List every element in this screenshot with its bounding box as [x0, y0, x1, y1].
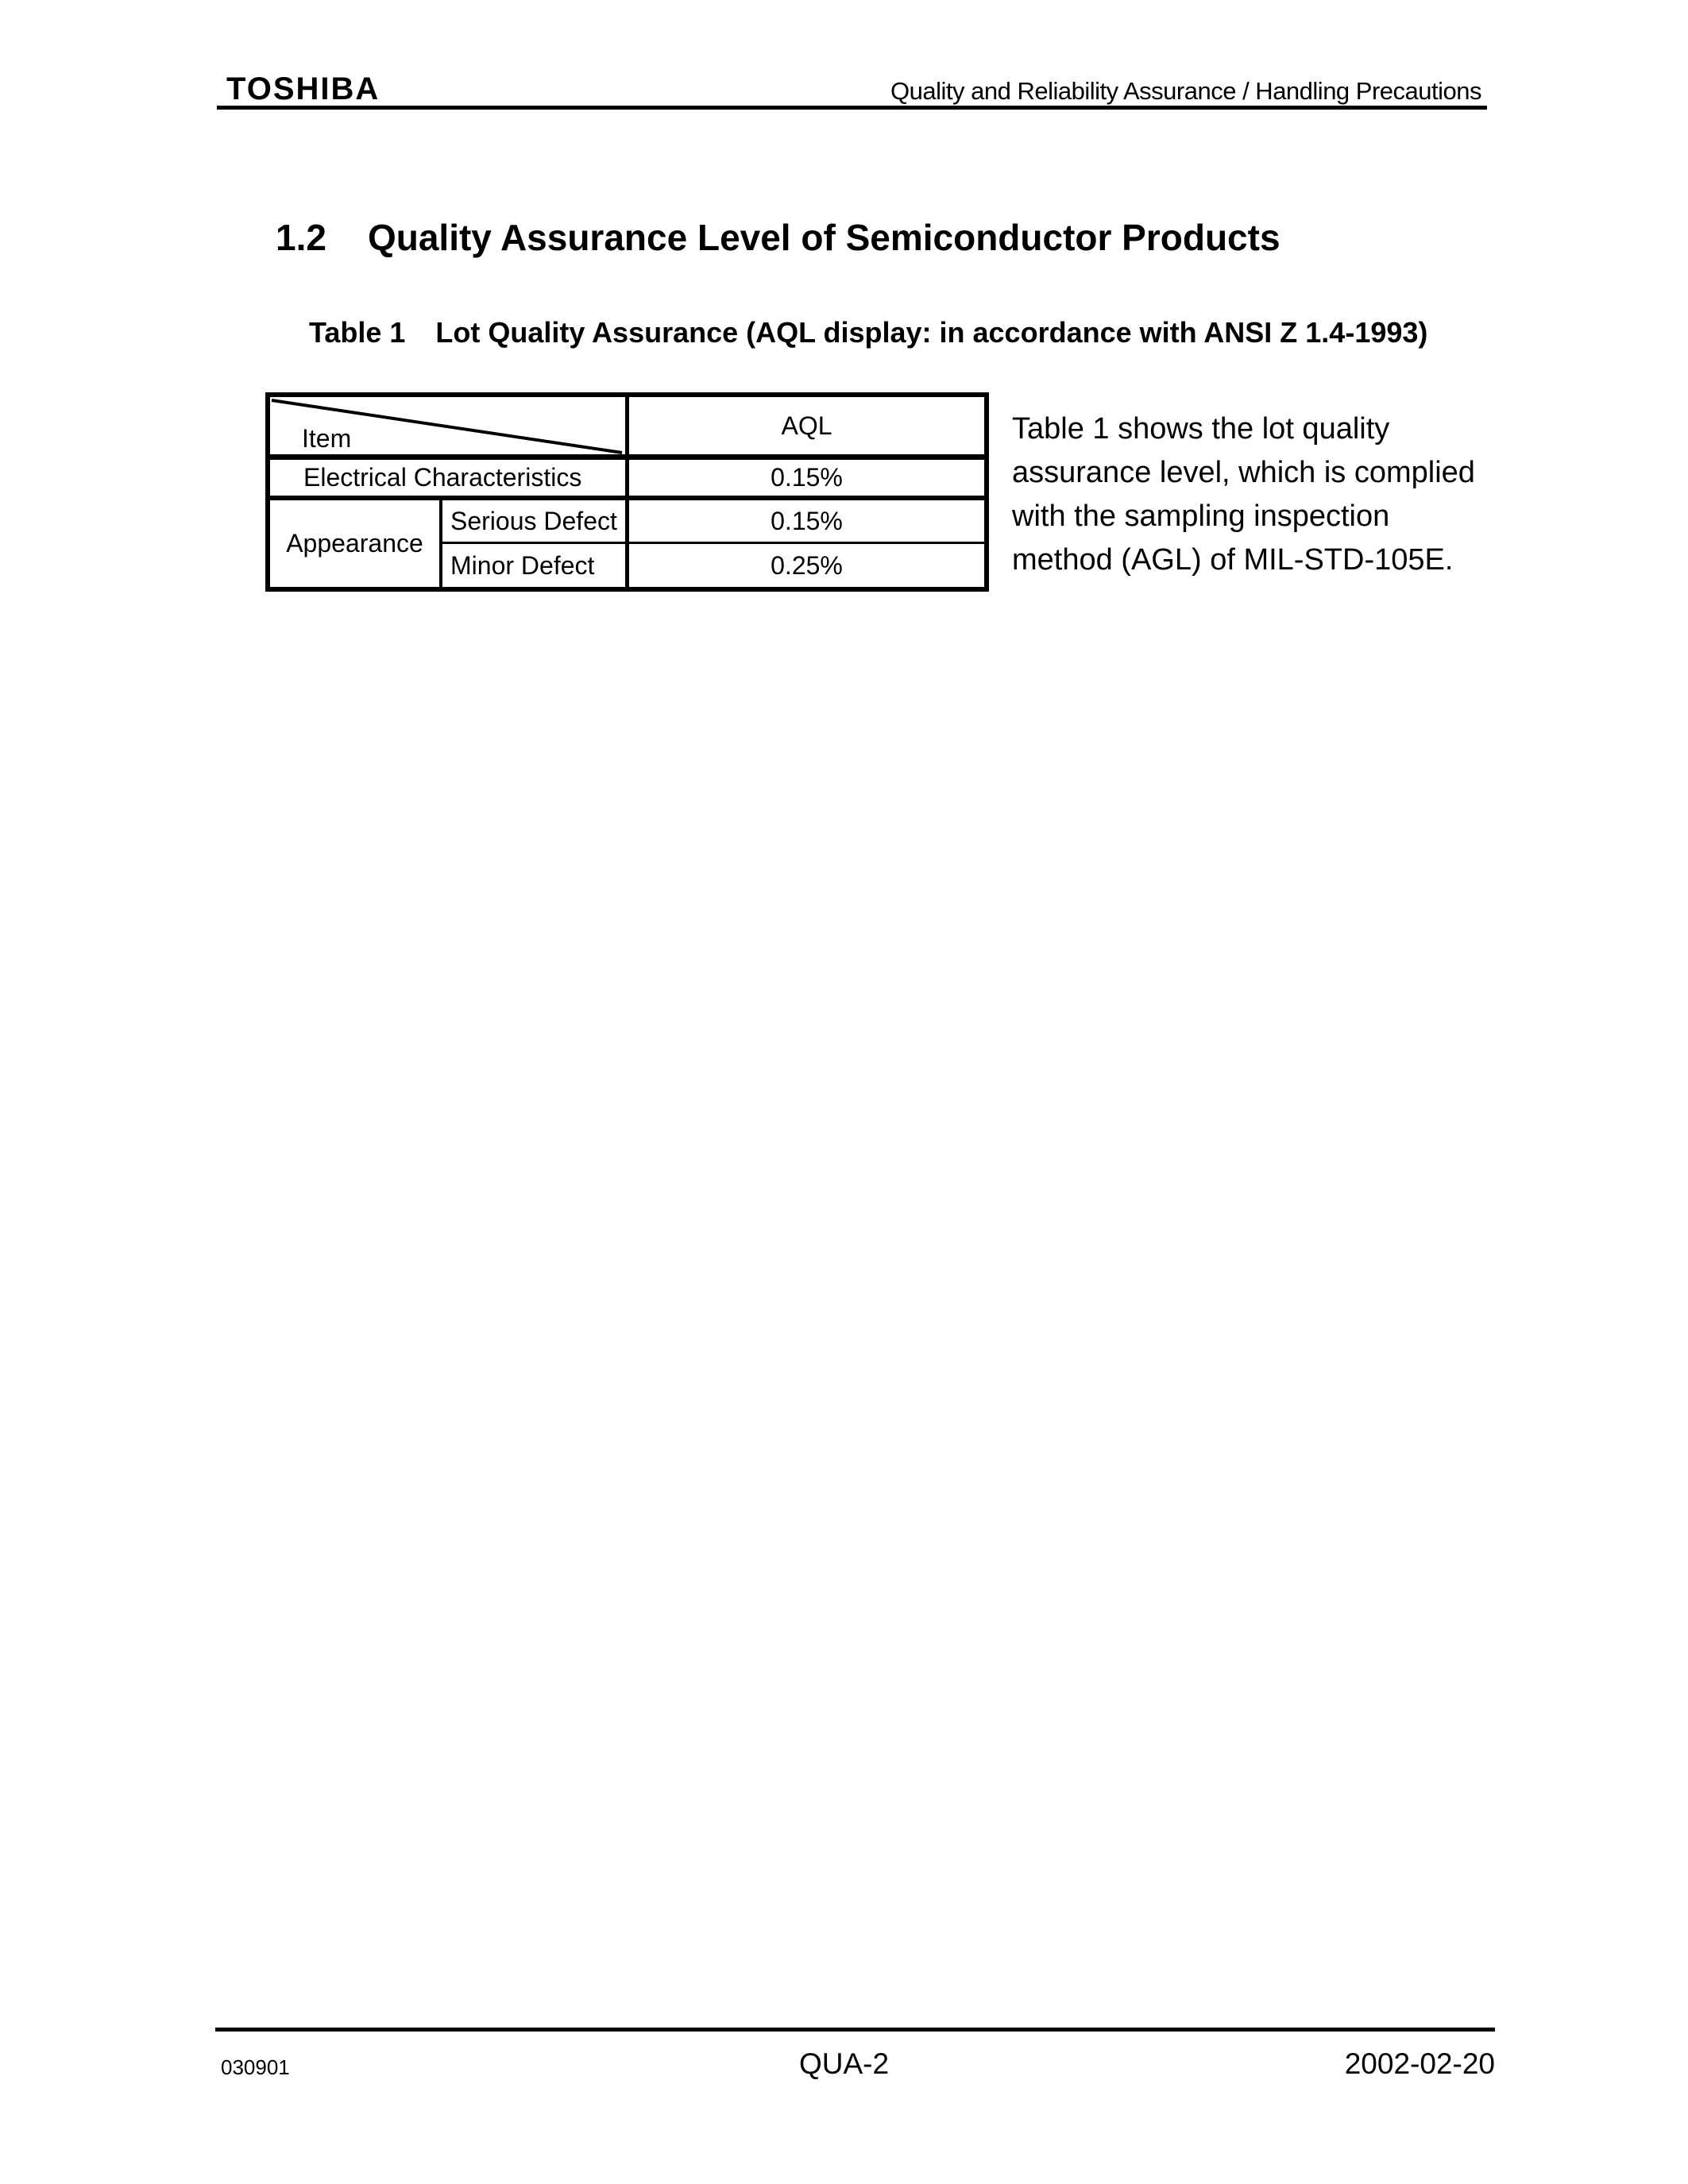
appearance-label: Appearance [286, 529, 423, 558]
table-cell-electrical-characteristics [270, 460, 625, 500]
toshiba-logo: TOSHIBA [226, 71, 380, 106]
table-cell-serious-defect [439, 500, 625, 544]
table-caption-text: Lot Quality Assurance (AQL display: in accordance with ANSI Z 1.4-1993) [435, 316, 1428, 349]
table-cell-minor-defect [439, 544, 625, 587]
paragraph-line-4: method (AGL) of MIL-STD-105E. [1012, 543, 1454, 577]
minor-aql-value: 0.25% [771, 550, 843, 580]
table-header-item: Item [302, 424, 352, 453]
aql-header-label: AQL [781, 411, 832, 440]
footer-doc-code: 030901 [221, 2055, 290, 2079]
section-heading [276, 216, 1280, 259]
minor-defect-label: Minor Defect [450, 550, 595, 580]
aql-table [265, 392, 989, 592]
section-number: 1.2 [276, 217, 326, 258]
electrical-aql-value: 0.15% [771, 463, 843, 492]
table-caption-label: Table 1 [309, 316, 406, 349]
table-cell-appearance [270, 500, 439, 587]
footer-rule [215, 2028, 1495, 2032]
document-title: Quality and Reliability Assurance / Handling Precautions [890, 77, 1481, 106]
electrical-characteristics-label: Electrical Characteristics [303, 463, 582, 492]
table-cell-serious-aql [625, 500, 984, 544]
paragraph-line-2: assurance level, which is complied [1012, 456, 1475, 489]
paragraph-line-1: Table 1 shows the lot quality [1012, 412, 1390, 446]
table-caption [309, 316, 1427, 349]
paragraph-line-3: with the sampling inspection [1012, 500, 1390, 533]
table-cell-minor-aql [625, 544, 984, 587]
serious-defect-label: Serious Defect [450, 506, 617, 535]
page-header [217, 64, 1487, 110]
footer-page-number: QUA-2 [798, 2047, 890, 2080]
table-cell-electrical-aql [625, 460, 984, 500]
serious-aql-value: 0.15% [771, 506, 843, 535]
table-corner-cell [270, 397, 625, 460]
table-header-aql [625, 397, 984, 460]
table-description-paragraph [1012, 407, 1536, 582]
section-title: Quality Assurance Level of Semiconductor Products [367, 217, 1280, 258]
footer-date: 2002-02-20 [1344, 2047, 1495, 2080]
